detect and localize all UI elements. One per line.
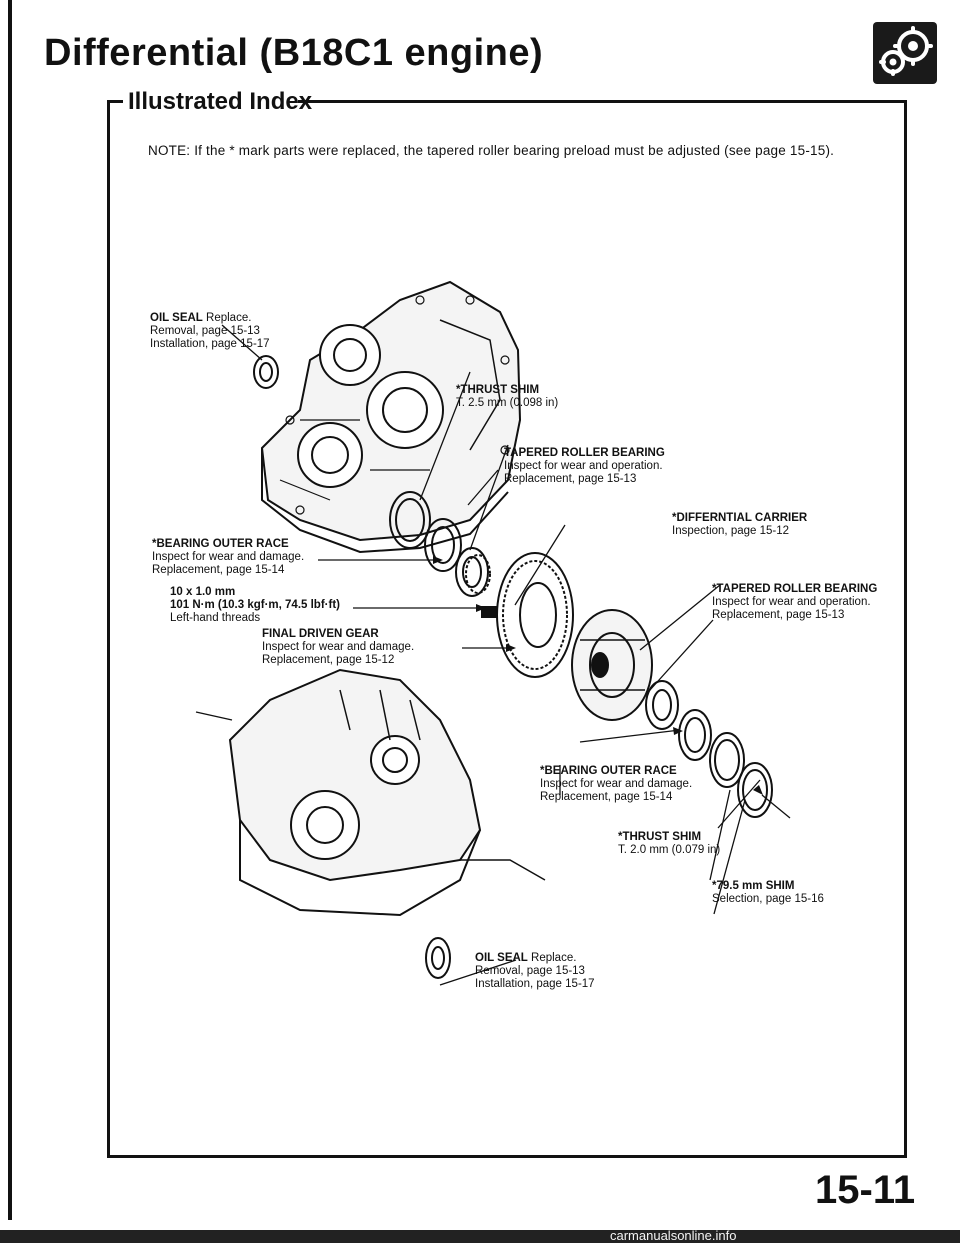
transmission-housing-lower-icon [230,670,545,915]
oil-seal-bottom-icon [426,938,450,978]
callout-bearing-outer-race-lower: *BEARING OUTER RACE Inspect for wear and damage. Replacement, page 15-14 [540,765,693,803]
bearing-outer-race-lower-icon [679,710,711,760]
callout-shim-79: *79.5 mm SHIM Selection, page 15-16 [712,880,824,905]
page-number: 15-11 [815,1168,916,1212]
differential-carrier-icon [572,610,652,720]
footer-watermark: carmanualsonline.info [610,1228,737,1243]
callout-bearing-outer-race-top: *BEARING OUTER RACE Inspect for wear and damage. Replacement, page 15-14 [152,538,305,576]
callout-tapered-roller-bearing-lower: *TAPERED ROLLER BEARING Inspect for wear and operation. Replacement, page 15-13 [712,583,878,621]
final-driven-gear-icon [497,553,573,677]
callout-oil-seal-top: OIL SEAL Replace. Removal, page 15-13 Installation, page 15-17 [150,312,270,350]
oil-seal-top-icon [254,356,278,388]
callout-tapered-roller-bearing: TAPERED ROLLER BEARING Inspect for wear and operation. Replacement, page 15-13 [504,447,665,485]
section-subtitle: Illustrated Index [128,88,313,115]
page-title: Differential (B18C1 engine) [44,32,544,74]
callout-oil-seal-bottom: OIL SEAL Replace. Removal, page 15-13 Installation, page 15-17 [475,952,595,990]
callout-thrust-shim-lower: *THRUST SHIM T. 2.0 mm (0.079 in) [618,831,721,856]
callout-bolt: 10 x 1.0 mm 101 N·m (10.3 kgf·m, 74.5 lbf·ft) Left-hand threads [170,586,340,624]
callout-final-driven-gear: FINAL DRIVEN GEAR Inspect for wear and damage. Replacement, page 15-12 [262,628,415,666]
bottom-rule [0,1230,960,1243]
note-text: NOTE: If the * mark parts were replaced, the tapered roller bearing preload must be adjusted (see page 15-15). [148,143,835,158]
tapered-roller-bearing-top-icon [456,548,490,596]
callout-differential-carrier: *DIFFERNTIAL CARRIER Inspection, page 15-12 [672,512,808,537]
callout-thrust-shim-top: *THRUST SHIM T. 2.5 mm (0.098 in) [456,384,559,409]
